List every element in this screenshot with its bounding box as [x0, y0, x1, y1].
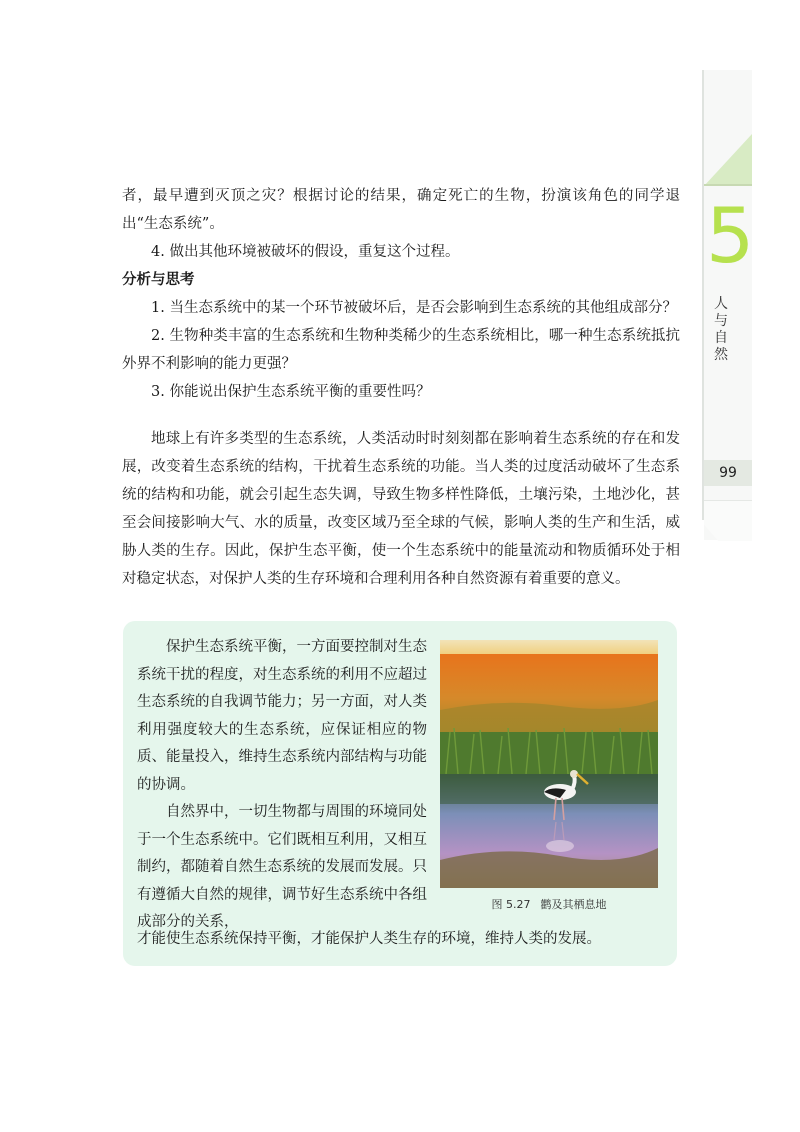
stork-habitat-photo — [440, 640, 658, 888]
stork-photo-illustration — [440, 640, 658, 888]
chapter-tab-divider — [704, 184, 752, 186]
activity-text — [122, 182, 680, 406]
info-paragraph-2: 自然界中，一切生物都与周围的环境同处于一个生态系统中。它们既相互利用，又相互制约，都随着自然生态系统的发展而发展。只有遵循大自然的规律，调节好生态系统中各组成部分的关系， — [137, 804, 427, 930]
page-number: 99 — [719, 465, 737, 481]
question-3: 3. 你能说出保护生态系统平衡的重要性吗？ — [151, 384, 431, 400]
activity-step-4: 4. 做出其他环境被破坏的假设，重复这个过程。 — [151, 244, 460, 260]
caption-text: 鹳及其栖息地 — [540, 898, 607, 911]
info-paragraph-2-end: 才能使生态系统保持平衡，才能保护人类生存的环境，维持人类的发展。 — [137, 931, 601, 947]
analysis-heading: 分析与思考 — [122, 272, 195, 288]
activity-continuation: 者，最早遭到灭顶之灾？根据讨论的结果，确定死亡的生物，扮演该角色的同学退出“生态系统”。 — [122, 188, 680, 232]
chapter-tab-triangle — [704, 134, 752, 186]
chapter-title: 人与自然 — [714, 296, 728, 363]
info-paragraph-1: 保护生态系统平衡，一方面要控制对生态系统干扰的程度，对生态系统的利用不应超过生态系统的自我调节能力；另一方面，对人类利用强度较大的生态系统，应保证相应的物质、能量投入，维持生态系统内部结构与功能的协调。 — [137, 639, 427, 793]
info-box-text — [137, 634, 427, 937]
main-paragraph: 地球上有许多类型的生态系统，人类活动时时刻刻都在影响着生态系统的存在和发展，改变着生态系统的结构，干扰着生态系统的功能。当人类的过度活动破坏了生态系统的结构和功能，就会引起生态失调，导致生物多样性降低，土壤污染，土地沙化，甚至会间接影响大气、水的质量，改变区域乃至全球的气候，影响人类的生产和生活，威胁人类的生存。因此，保护生态平衡，使一个生态系统中的能量流动和物质循环处于相对稳定状态，对保护人类的生存环境和合理利用各种自然资源有着重要的意义。 — [122, 431, 680, 587]
caption-number: 图 5.27 — [491, 898, 531, 911]
question-2: 2. 生物种类丰富的生态系统和生物种类稀少的生态系统相比，哪一种生态系统抵抗外界不利影响的能力更强？ — [122, 328, 680, 372]
photo-caption — [440, 896, 658, 914]
chapter-number: 5 — [706, 191, 755, 280]
main-paragraph-block — [122, 425, 680, 593]
question-1: 1. 当生态系统中的某一个环节被破坏后，是否会影响到生态系统的其他组成部分？ — [151, 300, 677, 316]
